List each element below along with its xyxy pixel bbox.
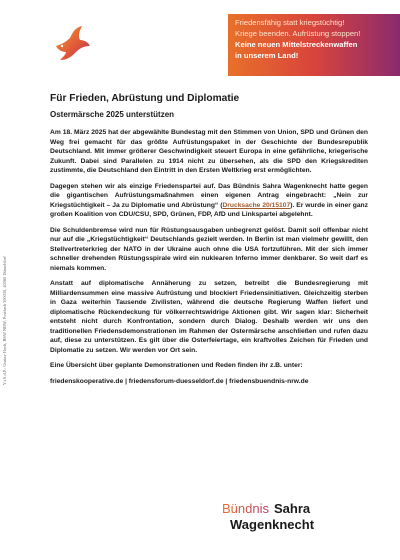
banner-line-1: Friedensfähig statt kriegstüchtig! [235, 18, 345, 27]
page-title: Für Frieden, Abrüstung und Diplomatie [50, 93, 240, 104]
banner-line-2: Kriege beenden. Aufrüstung stoppen! [235, 29, 361, 38]
banner-line-3: Keine neuen Mittelstreckenwaffen [235, 40, 358, 49]
drucksache-link[interactable]: Drucksache 20/15107 [222, 201, 291, 209]
imprint-note: V.i.S.d.P.: Gustav Hoch, BSW NRW, Postfach 300030, 40060 Düsseldorf [2, 256, 7, 385]
paragraph-4: Anstatt auf diplomatische Annäherung zu setzen, betreibt die Bundesregierung mit Milliardensummen eine massive Aufrüstung und blockiert Friedensinitiativen. Gleichzeitig sterben in Gaza weiterhin Tausende Zivilisten, während die deutsche Regierung Waffen liefert und diplomatische Rückendeckung für völkerrechtswidrige Aktionen gibt. Wir sagen klar: Sicherheit entsteht nicht durch Konfrontation, sondern durch Dialog. Deshalb werden wir uns den traditionellen Friedensdemonstrationen im Rahmen der Ostermärsche anschließen und rufen dazu auf, diese zu unterstützen. Es gilt über die Osterfeiertage, ein kraftvolles Zeichen für Frieden und Diplomatie zu setzen. Wir werden vor Ort sein. [50, 280, 368, 354]
header [0, 0, 400, 78]
logo-word-wagenknecht: Wagenknecht [230, 517, 315, 532]
main-content [50, 92, 368, 386]
paragraph-2-text-after: ). Er wurde in einer ganz großen Koalition von CDU/CSU, SPD, Grünen, FDP, AfD und Linkspartei abgelehnt. [50, 201, 368, 218]
paragraph-3: Die Schuldenbremse wird nun für Rüstungsausgaben unbegrenzt gelöst. Damit soll offenbar nicht nur auf die „Kriegstüchtigkeit“ Deutschlands gezielt werden. In Berlin ist man vielmehr gewillt, den Stellvertreterkrieg der NATO in der Ukraine auch ohne die USA fortzuführen. Mit der sich immer schneller drehenden Rüstungsspirale wird ein nuklearen Inferno immer denkbarer. So weit darf es niemals kommen. [50, 226, 368, 272]
bsw-logo [222, 501, 382, 549]
slogan-banner [228, 14, 400, 76]
paragraph-2 [50, 182, 368, 220]
paragraph-2-text-before: Dagegen stehen wir als einzige Friedenspartei auf. Das Bündnis Sahra Wagenknecht hatte gegen die gigantischen Aufrüstungsmaßnahmen einen eigenen Antrag eingebracht: „Nein zur Kriegstüchtigkeit – Ja zu Diplomatie und Abrüstung“ ( [50, 182, 368, 209]
logo-word-buendnis: Bündnis [222, 501, 269, 516]
page-subtitle: Ostermärsche 2025 unterstützen [50, 110, 175, 119]
dove-icon [52, 24, 92, 64]
banner-line-4: in unserem Land! [235, 51, 299, 60]
logo-word-sahra: Sahra [274, 501, 311, 516]
paragraph-1: Am 18. März 2025 hat der abgewählte Bundestag mit den Stimmen von Union, SPD und Grünen den Weg frei gemacht für das größte Aufrüstungspaket in der Geschichte der Bundesrepublik Deutschland. Mit immer größerer Geschwindigkeit steuert Europa in eine gefährliche, kriegerische Zukunft. Dabei sind Parallelen zu 1914 nicht zu übersehen, als die SPD den Kriegskrediten zustimmte, die Deutschland den Eintritt in den Ersten Weltkrieg erst ermöglichten. [50, 129, 368, 174]
website-links[interactable]: friedenskooperative.de | friedensforum-duesseldorf.de | friedensbuendnis-nrw.de [50, 377, 309, 385]
paragraph-5: Eine Übersicht über geplante Demonstrationen und Reden finden ihr z.B. unter: [50, 362, 303, 369]
